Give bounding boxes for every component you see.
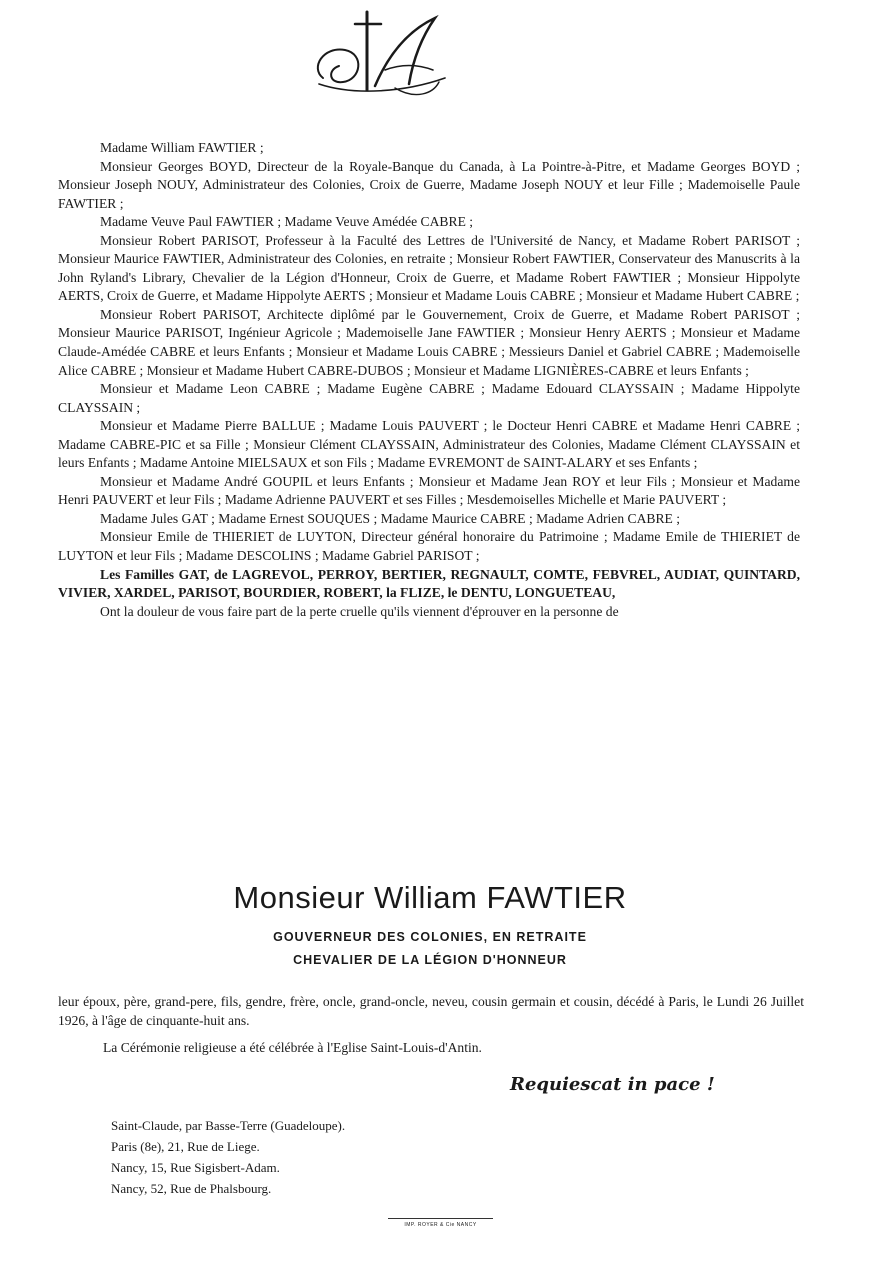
family-paragraph: Monsieur et Madame Pierre BALLUE ; Madame Louis PAUVERT ; le Docteur Henri CABRE et Madame Henri CABRE ; Madame CABRE-PIC et sa Fille ; Monsieur Clément CLAYSSAIN, Administrateur des Colonies, Madame Clément CLAYSSAIN et leurs Enfants ; Madame Antoine MIELSAUX et son Fils ; Madame EVREMONT de SAINT-ALARY et ses Enfants ; [58, 418, 800, 471]
address-line: Nancy, 15, Rue Sigisbert-Adam. [111, 1160, 280, 1175]
families-list [58, 139, 800, 621]
requiescat-text: Requiescat in pace ! [510, 1074, 715, 1095]
family-paragraph: Madame William FAWTIER ; [100, 140, 264, 155]
ceremony-text: La Cérémonie religieuse a été célébrée à l'Eglise Saint-Louis-d'Antin. [103, 1040, 482, 1055]
family-paragraph: Monsieur Georges BOYD, Directeur de la Royale-Banque du Canada, à La Pointre-à-Pitre, et Madame Georges BOYD ; Monsieur Joseph NOUY, Administrateur des Colonies, Croix de Guerre, Madame Joseph NOUY et leur Fille ; Mademoiselle Paule FAWTIER ; [58, 158, 800, 211]
addresses-list [111, 1115, 345, 1199]
address-line: Paris (8e), 21, Rue de Liege. [111, 1139, 260, 1154]
cross-monogram-icon [305, 8, 455, 108]
deceased-title: GOUVERNEUR DES COLONIES, EN RETRAITE [273, 930, 587, 944]
family-paragraph: Monsieur Robert PARISOT, Professeur à la Faculté des Lettres de l'Université de Nancy, et Madame Robert PARISOT ; Monsieur Maurice FAWTIER, Administrateur des Colonies, en retraite ; Monsieur Robert FAWTIER, Conservateur des Manuscrits à la John Ryland's Library, Chevalier de la Légion d'Honneur, Croix de Guerre, et Madame Robert FAWTIER ; Monsieur Hippolyte AERTS, Croix de Guerre, et Madame Hippolyte AERTS ; Monsieur et Madame Louis CABRE ; Monsieur et Madame Hubert CABRE ; [58, 232, 800, 304]
family-paragraph: Monsieur et Madame Leon CABRE ; Madame Eugène CABRE ; Madame Edouard CLAYSSAIN ; Madame Hippolyte CLAYSSAIN ; [58, 381, 800, 415]
family-paragraph: Madame Jules GAT ; Madame Ernest SOUQUES ; Madame Maurice CABRE ; Madame Adrien CABRE ; [100, 510, 681, 526]
deceased-honour: CHEVALIER DE LA LÉGION D'HONNEUR [293, 953, 567, 967]
address-line: Nancy, 52, Rue de Phalsbourg. [111, 1181, 272, 1196]
printer-divider [388, 1218, 493, 1219]
family-paragraph: Madame Veuve Paul FAWTIER ; Madame Veuve Amédée CABRE ; [100, 214, 474, 230]
address-line: Saint-Claude, par Basse-Terre (Guadeloupe). [111, 1118, 346, 1133]
family-paragraph: Monsieur Robert PARISOT, Architecte diplômé par le Gouvernement, Croix de Guerre, et Madame Robert PARISOT ; Monsieur Maurice PARISOT, Ingénieur Agricole ; Mademoiselle Jane FAWTIER ; Monsieur Henry AERTS ; Monsieur et Madame Claude-Amédée CABRE et leurs Enfants ; Monsieur et Madame Louis CABRE ; Messieurs Daniel et Gabriel CABRE ; Mademoiselle Alice CABRE ; Monsieur et Madame Hubert CABRE-DUBOS ; Monsieur et Madame LIGNIÈRES-CABRE et leurs Enfants ; [58, 306, 800, 378]
deceased-name: Monsieur William FAWTIER [233, 880, 627, 915]
family-paragraph: Monsieur et Madame André GOUPIL et leurs Enfants ; Monsieur et Madame Jean ROY et leur Fils ; Monsieur et Madame Henri PAUVERT et leur Fils ; Madame Adrienne PAUVERT et ses Filles ; Mesdemoiselles Michelle et Marie PAUVERT ; [58, 473, 800, 508]
printer-mark: IMP. ROYER & Cie NANCY [404, 1222, 477, 1228]
family-paragraph: Les Familles GAT, de LAGREVOL, PERROY, BERTIER, REGNAULT, COMTE, FEBVREL, AUDIAT, QUINTARD, VIVIER, XARDEL, PARISOT, BOURDIER, ROBERT, la FLIZE, le DENTU, LONGUETEAU, [58, 566, 800, 601]
relations-paragraph [58, 992, 804, 1030]
family-paragraph: Monsieur Emile de THIERIET de LUYTON, Directeur général honoraire du Patrimoine ; Madame Emile de THIERIET de LUYTON et leur Fils ; Madame DESCOLINS ; Madame Gabriel PARISOT ; [58, 529, 800, 564]
announcement-sentence: Ont la douleur de vous faire part de la perte cruelle qu'ils viennent d'éprouver en la personne de [100, 603, 619, 619]
relations-text: leur époux, père, grand-pere, fils, gendre, frère, oncle, grand-oncle, neveu, cousin germain et cousin, décédé à Paris, le Lundi 26 Juillet 1926, à l'âge de cinquante-huit ans. [58, 994, 804, 1028]
